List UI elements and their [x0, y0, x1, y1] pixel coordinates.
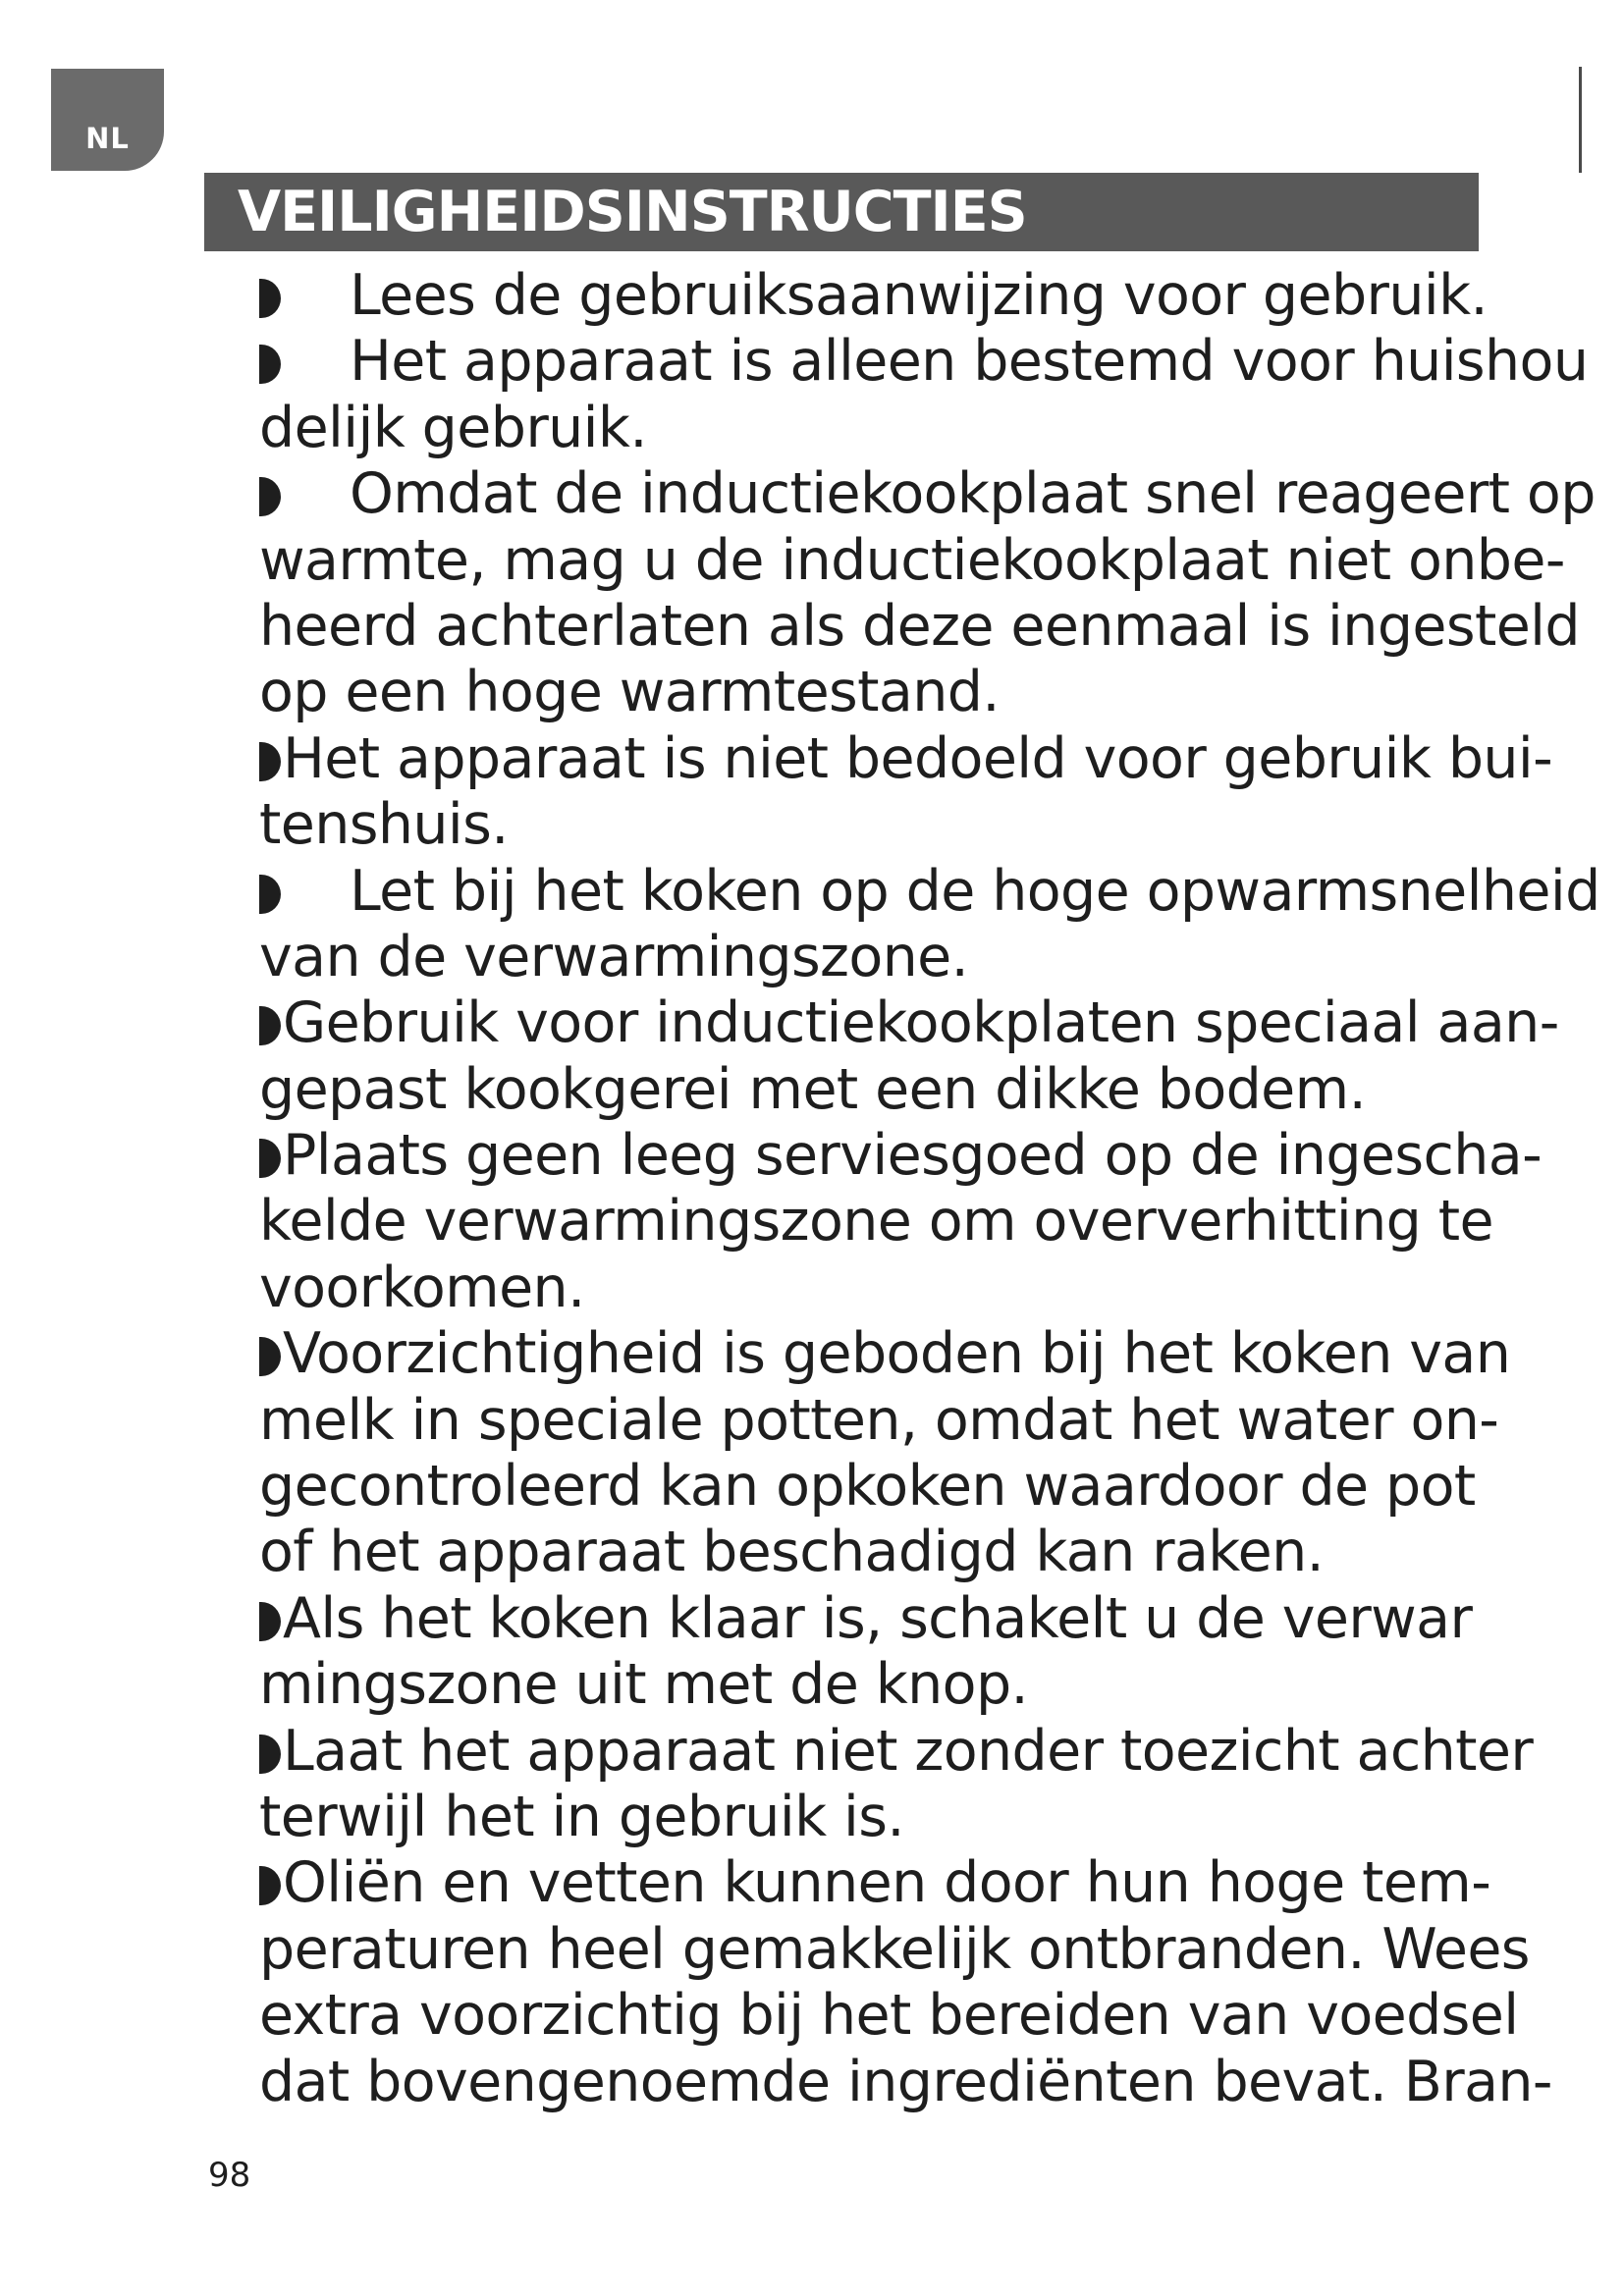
- bullet-icon: [259, 279, 281, 318]
- item-line: gepast kookgerei met een dikke bodem.: [259, 1056, 1367, 1122]
- list-item: [259, 990, 1595, 1123]
- language-tab-label: NL: [85, 122, 130, 155]
- safety-instructions-list: [259, 263, 1600, 2115]
- item-line: gecontroleerd kan opkoken waardoor de pot: [259, 1454, 1476, 1520]
- item-line: Omdat de inductiekookplaat snel reageert op: [350, 461, 1596, 527]
- page-number: 98: [208, 2156, 251, 2195]
- item-line: Het apparaat is alleen bestemd voor huishou: [350, 329, 1589, 395]
- bullet-icon: [259, 1735, 281, 1774]
- item-line: melk in speciale potten, omdat het water on-: [259, 1387, 1499, 1453]
- list-item: [259, 726, 1595, 859]
- item-line: Het apparaat is niet bedoeld voor gebruik bui-: [283, 725, 1553, 791]
- bullet-icon: [259, 345, 281, 384]
- bullet-icon: [259, 1006, 281, 1045]
- item-line: Let bij het koken op de hoge opwarmsnelheid: [350, 858, 1600, 924]
- section-header-bar: [204, 173, 1479, 251]
- list-item: [259, 1850, 1595, 2115]
- list-item: [259, 1321, 1595, 1586]
- item-line: Voorzichtigheid is geboden bij het koken van: [283, 1321, 1511, 1387]
- item-line: op een hoge warmtestand.: [259, 660, 1000, 725]
- list-item: [259, 1123, 1595, 1321]
- page-edge-marker: [1579, 67, 1582, 173]
- item-line: Plaats geen leeg serviesgoed op de ingescha-: [283, 1123, 1543, 1189]
- bullet-icon: [259, 742, 281, 781]
- item-line: mingszone uit met de knop.: [259, 1652, 1029, 1718]
- language-tab: [51, 69, 164, 171]
- bullet-icon: [259, 1866, 281, 1905]
- list-item: [259, 263, 1595, 329]
- item-line: Laat het apparaat niet zonder toezicht achter: [283, 1718, 1534, 1784]
- item-line: Lees de gebruiksaanwijzing voor gebruik.: [350, 263, 1489, 328]
- item-line: Als het koken klaar is, schakelt u de verwar: [283, 1585, 1473, 1651]
- item-line: Gebruik voor inductiekookplaten speciaal aan-: [283, 990, 1559, 1056]
- list-item: [259, 329, 1595, 461]
- item-line: terwijl het in gebruik is.: [259, 1784, 904, 1849]
- item-line: of het apparaat beschadigd kan raken.: [259, 1520, 1325, 1585]
- item-line: delijk gebruik.: [259, 395, 647, 460]
- item-line: warmte, mag u de inductiekookplaat niet onbe-: [259, 527, 1565, 593]
- bullet-icon: [259, 1602, 281, 1641]
- item-line: extra voorzichtig bij het bereiden van voedsel: [259, 1983, 1519, 2049]
- item-line: voorkomen.: [259, 1255, 585, 1320]
- list-item: [259, 858, 1600, 991]
- item-line: peraturen heel gemakkelijk ontbranden. Wees: [259, 1916, 1530, 1982]
- section-title: VEILIGHEIDSINSTRUCTIES: [238, 180, 1027, 244]
- item-line: dat bovengenoemde ingrediënten bevat. Bran-: [259, 2049, 1552, 2114]
- item-line: kelde verwarmingszone om oververhitting te: [259, 1189, 1493, 1255]
- bullet-icon: [259, 875, 281, 914]
- list-item: [259, 461, 1595, 726]
- bullet-icon: [259, 1337, 281, 1376]
- item-line: van de verwarmingszone.: [259, 924, 969, 989]
- list-item: [259, 1719, 1595, 1851]
- bullet-icon: [259, 477, 281, 516]
- bullet-icon: [259, 1139, 281, 1178]
- list-item: [259, 1586, 1595, 1719]
- item-line: heerd achterlaten als deze eenmaal is ingesteld: [259, 593, 1581, 659]
- item-line: tenshuis.: [259, 792, 509, 858]
- item-line: Oliën en vetten kunnen door hun hoge tem-: [283, 1850, 1491, 1916]
